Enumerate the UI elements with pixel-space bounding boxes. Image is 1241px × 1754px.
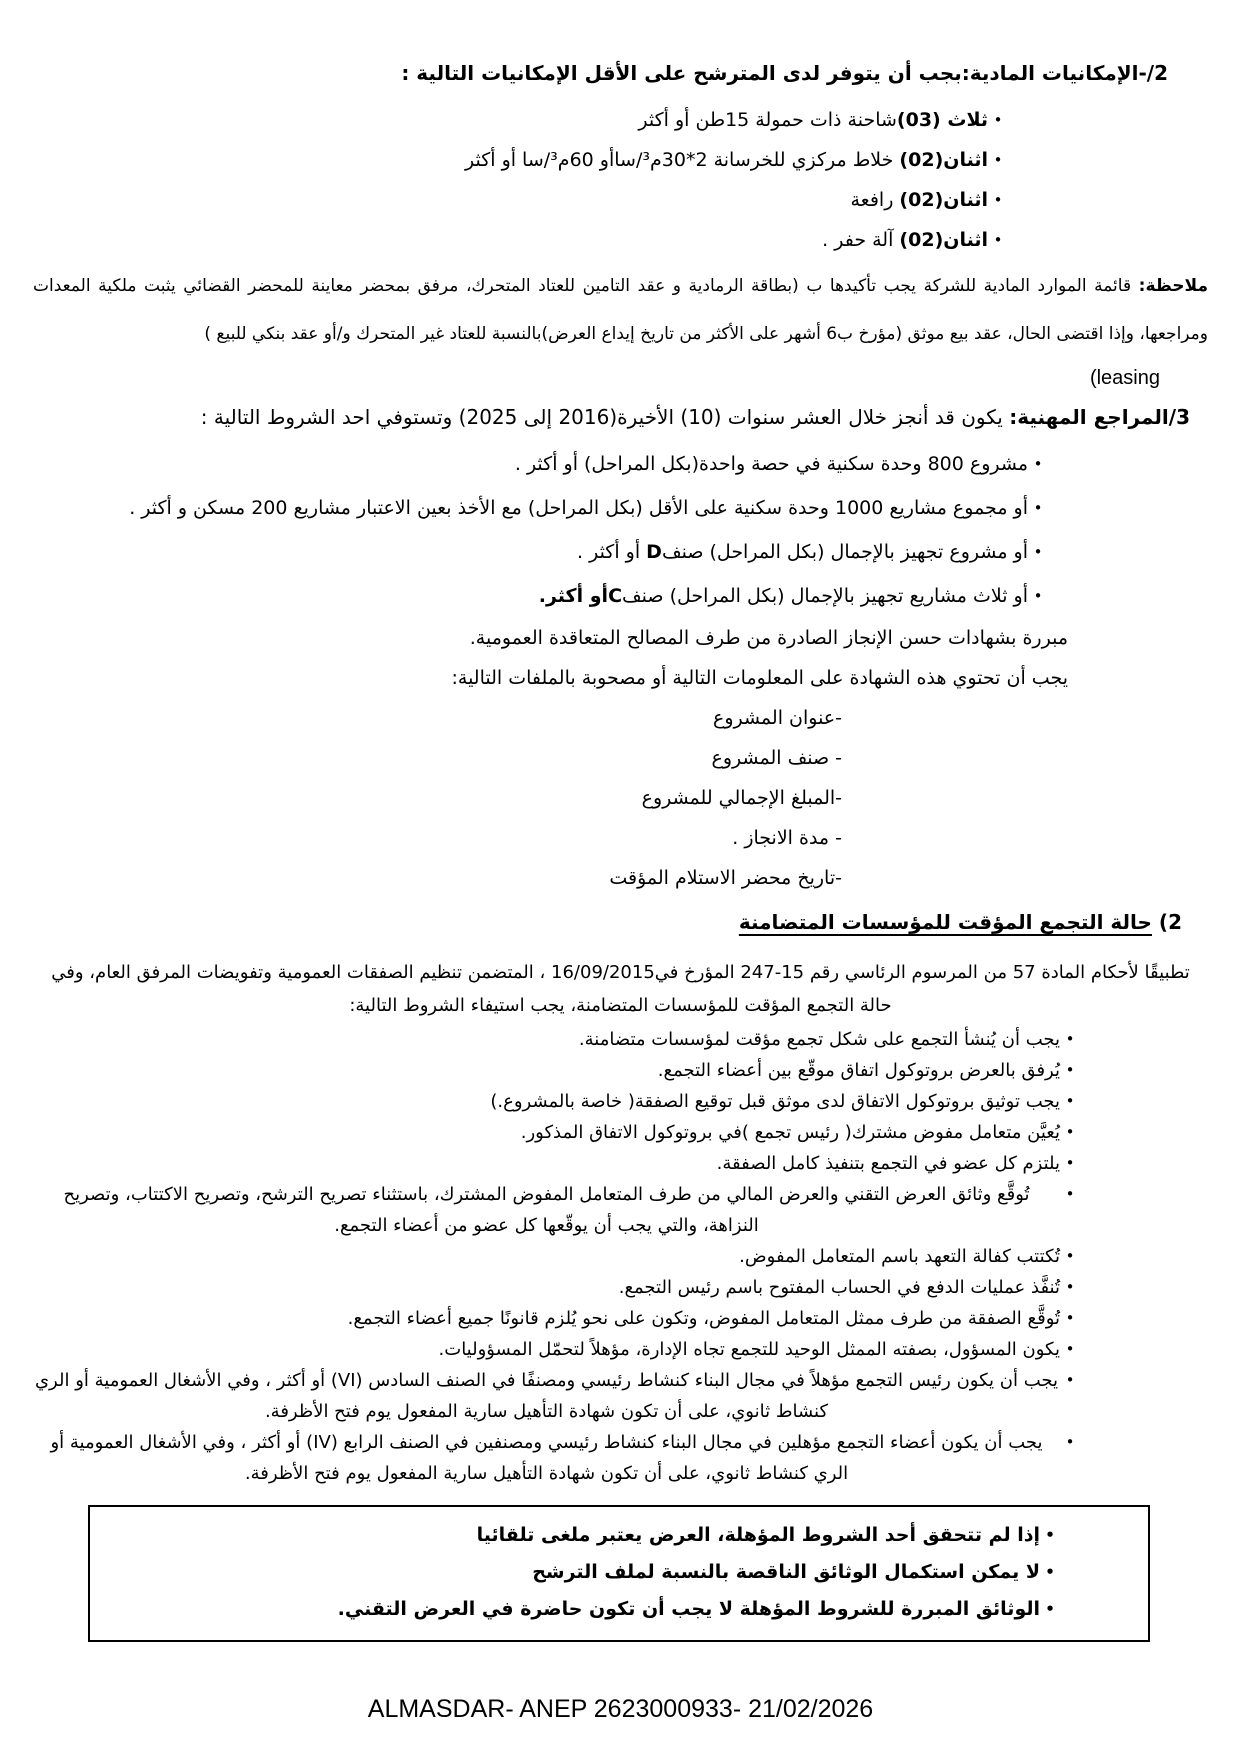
equipment-item-text	[33, 180, 988, 220]
reference-text: أو ثلاث مشاريع تجهيز بالإجمال (بكل المراحل) صنف	[622, 585, 1028, 607]
equipment-quantity: اثنان(02)	[899, 229, 988, 251]
reference-text: أو مشروع تجهيز بالإجمال (بكل المراحل) صنف	[661, 541, 1028, 563]
bullet-icon: •	[1065, 1340, 1075, 1358]
reference-item	[33, 530, 1048, 574]
grouping-condition-text: تُنفَّذ عمليات الدفع في الحساب المفتوح باسم رئيس التجمع.	[618, 1277, 1060, 1298]
grouping-condition-text: يُرفق بالعرض بروتوكول اتفاق موقّع بين أعضاء التجمع.	[657, 1060, 1060, 1081]
class-letter: C	[608, 585, 623, 607]
anep-footer: ALMASDAR- ANEP 2623000933- 21/02/2026	[367, 1695, 874, 1723]
reference-item-text	[33, 574, 1028, 618]
grouping-condition-item	[33, 1179, 1080, 1241]
grouping-condition-item	[33, 1334, 1080, 1365]
equipment-quantity: اثنان(02)	[899, 149, 988, 171]
equipment-desc: آلة حفر .	[822, 229, 900, 251]
equipment-quantity: ثلاث (03)	[896, 109, 988, 131]
bullet-icon: •	[1065, 1092, 1075, 1110]
warning-text: لا يمكن استكمال الوثائق الناقصة بالنسبة لملف الترشح	[532, 1561, 1040, 1583]
references-list	[33, 442, 1208, 618]
bullet-icon: •	[1065, 1278, 1075, 1296]
capabilities-heading	[33, 58, 1208, 88]
bullet-icon: •	[1033, 587, 1043, 605]
grouping-condition-text: تُكتتب كفالة التعهد باسم المتعامل المفوض.	[739, 1246, 1060, 1267]
capabilities-heading-rest: بجب أن يتوفر لدى المترشح على الأقل الإمكانيات التالية :	[401, 61, 962, 85]
equipment-desc: شاحنة ذات حمولة 15طن أو أكثر	[638, 109, 897, 131]
reference-text: أو أكثر .	[577, 541, 647, 563]
bullet-icon: •	[1045, 1600, 1055, 1618]
note-body: قائمة الموارد المادية للشركة يجب تأكيدها ب (بطاقة الرمادية و عقد التامين للعتاد المتحرك، مرفق بمحضر معاينة للمحضر القضائي يثبت ملكية المعدات ومراجعها، وإذا اقتضى الحال، عقد بيع موثق (مؤرخ ب6 أشهر على الأكثر من تاريخ إيداع العرض)بالنسبة للعتاد غير المتحرك و/أو عقد بنكي للبيع )	[33, 276, 1208, 344]
warning-text: الوثائق المبررة للشروط المؤهلة لا يجب أن تكون حاضرة في العرض التقني.	[337, 1598, 1040, 1620]
grouping-condition-item	[33, 1024, 1080, 1055]
note-paragraph	[33, 262, 1208, 358]
equipment-item	[33, 140, 1008, 180]
bullet-icon: •	[1065, 1371, 1075, 1389]
equipment-item-text	[33, 100, 988, 140]
grouping-condition-item	[33, 1241, 1080, 1272]
bullet-icon: •	[993, 231, 1003, 249]
grouping-condition-text: يُعيَّن متعامل مفوض مشترك( رئيس تجمع )في بروتوكول الاتفاق المذكور.	[520, 1122, 1060, 1143]
warning-item	[90, 1554, 1060, 1591]
grouping-condition-text: يجب أن يُنشأ التجمع على شكل تجمع مؤقت لمؤسسات متضامنة.	[578, 1029, 1060, 1050]
references-heading	[33, 402, 1208, 432]
reference-text: مشروع 800 وحدة سكنية في حصة واحدة(بكل المراحل) أو أكثر .	[514, 453, 1028, 475]
grouping-condition-text: يلتزم كل عضو في التجمع بتنفيذ كامل الصفقة.	[716, 1153, 1060, 1174]
grouping-condition-text: تُوقَّع الصفقة من طرف ممثل المتعامل المفوض، وتكون على نحو يُلزم قانونًا جميع أعضاء التجمع.	[347, 1308, 1060, 1329]
equipment-quantity: اثنان(02)	[899, 189, 988, 211]
warning-item	[90, 1517, 1060, 1554]
certificate-detail-duration: - مدة الانجاز .	[732, 827, 842, 849]
class-letter: D	[646, 541, 662, 563]
warning-box	[88, 1505, 1150, 1642]
grouping-condition-item	[33, 1086, 1080, 1117]
grouping-conditions-list	[33, 1024, 1208, 1489]
references-heading-lead: 3/المراجع المهنية:	[1009, 405, 1190, 429]
grouping-condition-item	[33, 1303, 1080, 1334]
certificate-detail-project-class: - صنف المشروع	[711, 747, 842, 769]
equipment-list	[33, 100, 1208, 260]
bullet-icon: •	[1045, 1563, 1055, 1581]
equipment-item	[33, 220, 1008, 260]
bullet-icon: •	[1065, 1247, 1075, 1265]
warning-text: إذا لم تتحقق أحد الشروط المؤهلة، العرض يعتبر ملغى تلقائيا	[476, 1524, 1040, 1546]
bullet-icon: •	[1065, 1154, 1075, 1172]
bullet-icon: •	[1033, 455, 1043, 473]
equipment-item-text	[33, 220, 988, 260]
grouping-heading-number: 2)	[1151, 910, 1182, 934]
warning-list	[90, 1517, 1148, 1628]
bullet-icon: •	[1033, 499, 1043, 517]
grouping-condition-text: تُوقَّع وثائق العرض التقني والعرض المالي من طرف المتعامل المفوض المشترك، باستثناء تصريح الترشح، وتصريح الاكتتاب، وتصريح النزاهة، والتي يجب أن يوقّعها كل عضو من أعضاء التجمع.	[63, 1184, 1030, 1236]
grouping-condition-text: يكون المسؤول، بصفته الممثل الوحيد للتجمع تجاه الإدارة، مؤهلاً لتحمّل المسؤوليات.	[438, 1339, 1060, 1360]
certificate-detail-project-amount: -المبلغ الإجمالي للمشروع	[641, 787, 842, 809]
bullet-icon: •	[1065, 1309, 1075, 1327]
equipment-item	[33, 180, 1008, 220]
leasing-line: (leasing	[1089, 367, 1160, 389]
grouping-condition-item	[33, 1272, 1080, 1303]
grouping-condition-item	[33, 1365, 1080, 1427]
grouping-intro-paragraph: تطبيقًا لأحكام المادة 57 من المرسوم الرئاسي رقم 15-247 المؤرخ في16/09/2015 ، المتضمن تنظيم الصفقات العمومية وتفويضات المرفق العام، وفي حالة التجمع المؤقت للمؤسسات المتضامنة، يجب استيفاء الشروط التالية:	[51, 962, 1190, 1016]
equipment-desc: رافعة	[850, 189, 900, 211]
reference-text: أو مجموع مشاريع 1000 وحدة سكنية على الأقل (بكل المراحل) مع الأخذ بعين الاعتبار مشاريع 200 مسكن و أكثر .	[129, 497, 1028, 519]
bullet-icon: •	[993, 111, 1003, 129]
warning-item	[90, 1591, 1060, 1628]
bullet-icon: •	[1065, 1123, 1075, 1141]
grouping-condition-text: يجب توثيق بروتوكول الاتفاق لدى موثق قبل توقيع الصفقة( خاصة بالمشروع.)	[490, 1091, 1060, 1112]
reference-item	[33, 574, 1048, 618]
bullet-icon: •	[1065, 1061, 1075, 1079]
grouping-heading	[33, 906, 1208, 938]
reference-text: أو أكثر.	[538, 585, 609, 607]
bullet-icon: •	[1045, 1526, 1055, 1544]
capabilities-heading-lead: 2/-الإمكانيات المادية:	[961, 61, 1168, 85]
equipment-item-text	[33, 140, 988, 180]
bullet-icon: •	[1065, 1030, 1075, 1048]
certificate-requirements-line: يجب أن تحتوي هذه الشهادة على المعلومات التالية أو مصحوبة بالملفات التالية:	[451, 667, 1068, 689]
reference-item-text	[33, 442, 1028, 486]
grouping-condition-item	[33, 1055, 1080, 1086]
proof-line: مبررة بشهادات حسن الإنجاز الصادرة من طرف المصالح المتعاقدة العمومية.	[469, 627, 1068, 649]
equipment-desc: خلاط مركزي للخرسانة 2*30م³/ساأو 60م³/سا أو أكثر	[464, 149, 900, 171]
grouping-heading-title: حالة التجمع المؤقت للمؤسسات المتضامنة	[738, 910, 1152, 934]
bullet-icon: •	[993, 151, 1003, 169]
certificate-detail-provisional-receipt-date: -تاريخ محضر الاستلام المؤقت	[609, 867, 842, 889]
reference-item-text	[33, 530, 1028, 574]
grouping-condition-item	[33, 1148, 1080, 1179]
references-heading-rest: يكون قد أنجز خلال العشر سنوات (10) الأخيرة(2016 إلى 2025) وتستوفي احد الشروط التالية :	[200, 405, 1010, 429]
bullet-icon: •	[1065, 1433, 1075, 1451]
grouping-condition-item	[33, 1427, 1080, 1489]
reference-item	[33, 442, 1048, 486]
reference-item	[33, 486, 1048, 530]
note-lead: ملاحظة:	[1138, 276, 1208, 296]
bullet-icon: •	[1065, 1185, 1075, 1203]
grouping-condition-text: يجب أن يكون رئيس التجمع مؤهلاً في مجال البناء كنشاط رئيسي ومصنفًا في الصنف السادس (VI) أو أكثر ، وفي الأشغال العمومية أو الري كنشاط ثانوي، على أن تكون شهادة التأهيل سارية المفعول يوم فتح الأظرفة.	[34, 1370, 1059, 1422]
bullet-icon: •	[1033, 543, 1043, 561]
certificate-detail-project-title: -عنوان المشروع	[712, 707, 842, 729]
grouping-condition-item	[33, 1117, 1080, 1148]
reference-item-text	[33, 486, 1028, 530]
equipment-item	[33, 100, 1008, 140]
grouping-condition-text: يجب أن يكون أعضاء التجمع مؤهلين في مجال البناء كنشاط رئيسي ومصنفين في الصنف الرابع (IV) أو أكثر ، وفي الأشغال العمومية أو الري كنشاط ثانوي، على أن تكون شهادة التأهيل سارية المفعول يوم فتح الأظرفة.	[50, 1432, 1043, 1484]
bullet-icon: •	[993, 191, 1003, 209]
